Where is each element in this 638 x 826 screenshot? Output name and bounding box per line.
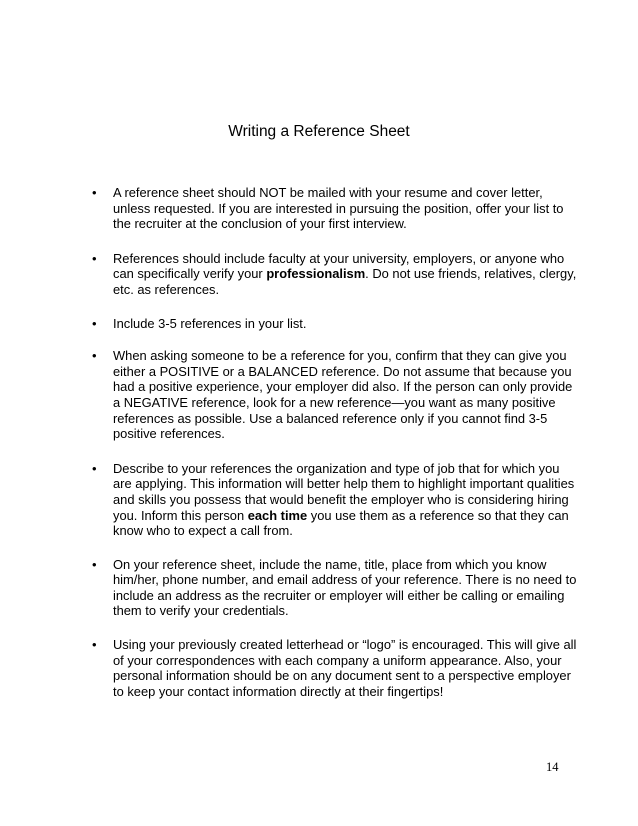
list-item (92, 557, 578, 619)
page-title: Writing a Reference Sheet (228, 123, 410, 140)
page-number: 14 (546, 760, 559, 774)
reference-tips-list (92, 185, 578, 699)
list-item-text: Include 3-5 references in your list. (113, 315, 307, 331)
list-item-text: Describe to your references the organization and type of job that for which you are applying. This information will better help them to highlight important qualities and skills you possess that would benefit the employer who is considering hiring you. Inform this person (113, 460, 575, 523)
list-item-text: you use them as a reference so that they can know who to expect a call from. (113, 507, 569, 539)
list-item (92, 185, 578, 232)
list-item (92, 348, 578, 442)
list-item (92, 251, 578, 298)
list-item-text: . Do not use friends, relatives, clergy, etc. as references. (113, 266, 577, 297)
list-item-text: On your reference sheet, include the name, title, place from which you know him/her, phone number, and email address of your reference. There is no need to include an address as the recruiter or employer will either be calling or emailing them to verify your credentials. (113, 556, 577, 619)
list-item (92, 461, 578, 539)
list-item (92, 316, 578, 332)
list-item-text: A reference sheet should NOT be mailed with your resume and cover letter, unless requested. If you are interested in pursuing the position, offer your list to the recruiter at the conclusion of your first interview. (113, 185, 564, 232)
list-item-text: Using your previously created letterhead or “logo” is encouraged. This will give all of your correspondences with each company a uniform appearance. Also, your personal information should be on any document sent to a perspective employer to keep your contact information directly at their fingertips! (113, 637, 577, 699)
bold-emphasis: professionalism (266, 266, 366, 282)
list-item-text: References should include faculty at your university, employers, or anyone who can specifically verify your (113, 250, 565, 282)
list-item (92, 637, 578, 699)
bold-emphasis: each time (247, 507, 308, 523)
list-item-text: When asking someone to be a reference for you, confirm that they can give you either a POSITIVE or a BALANCED reference. Do not assume that because you had a positive experience, your employer did also. If the person can only provide a NEGATIVE reference, look for a new reference—you want as many positive references as possible. Use a balanced reference only if you cannot find 3-5 positive references. (113, 348, 573, 442)
